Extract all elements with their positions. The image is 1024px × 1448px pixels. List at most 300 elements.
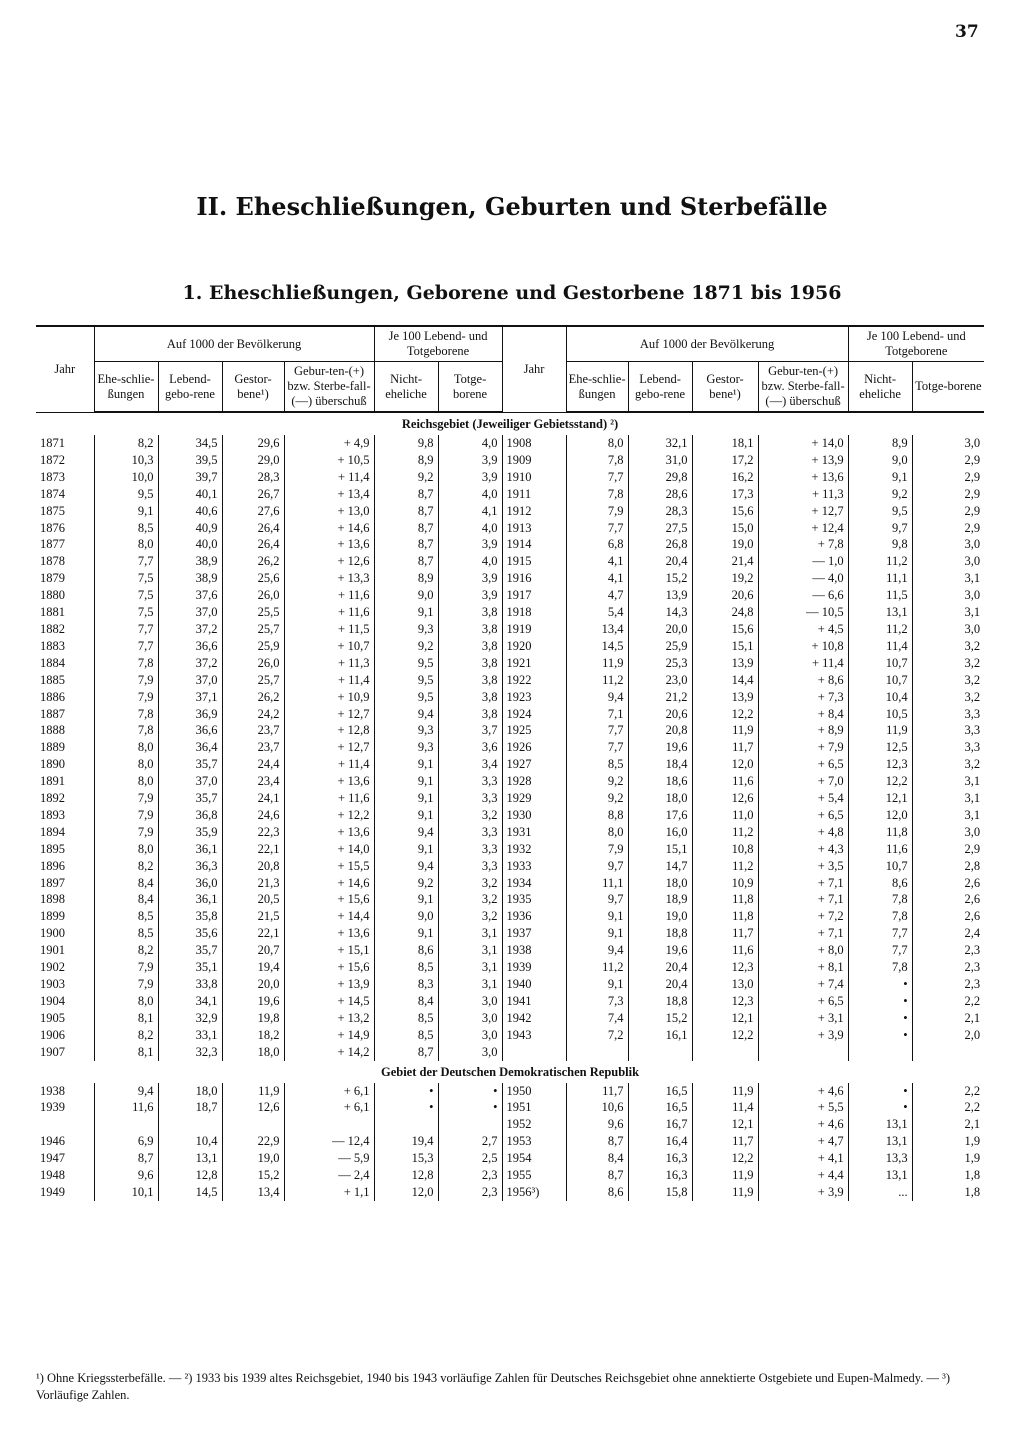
value-cell: 2,9	[964, 452, 981, 467]
value-cell: 18,6	[628, 773, 692, 790]
value-cell: 11,7	[692, 1133, 758, 1150]
value-cell: 2,9	[964, 469, 981, 484]
value-cell: + 12,6	[284, 553, 374, 570]
value-cell: 13,9	[628, 587, 692, 604]
value-cell: 3,1	[964, 774, 981, 789]
value-cell: + 11,5	[284, 621, 374, 638]
value-cell: + 10,9	[284, 689, 374, 706]
value-cell: 8,4	[374, 993, 438, 1010]
year-cell: 1913	[502, 520, 566, 537]
value-cell: 4,0	[438, 520, 502, 537]
value-cell: 10,0	[94, 469, 158, 486]
value-cell: 8,0	[94, 841, 158, 858]
table-row	[36, 520, 984, 537]
value-cell: 15,1	[692, 638, 758, 655]
year-cell: 1946	[36, 1133, 94, 1150]
value-cell: 11,2	[692, 824, 758, 841]
value-cell: 29,6	[222, 435, 284, 452]
value-cell: 8,5	[374, 1027, 438, 1044]
value-cell: 3,9	[438, 469, 502, 486]
table-row	[36, 976, 984, 993]
value-cell: + 6,5	[758, 756, 848, 773]
value-cell: + 13,6	[284, 536, 374, 553]
value-cell: •	[848, 1027, 912, 1044]
value-cell: — 12,4	[284, 1133, 374, 1150]
table-row	[36, 790, 984, 807]
value-cell: + 7,2	[758, 908, 848, 925]
value-cell: 7,7	[566, 722, 628, 739]
value-cell: 3,8	[438, 621, 502, 638]
value-cell	[758, 1044, 848, 1061]
value-cell	[284, 1116, 374, 1133]
value-cell: 2,3	[438, 1167, 502, 1184]
value-cell: 8,9	[848, 435, 912, 452]
value-cell: 7,2	[566, 1027, 628, 1044]
value-cell: 25,9	[628, 638, 692, 655]
value-cell: 13,1	[848, 1116, 912, 1133]
value-cell: 13,4	[566, 621, 628, 638]
value-cell: + 4,8	[758, 824, 848, 841]
value-cell: 7,9	[94, 689, 158, 706]
value-cell: 8,7	[374, 520, 438, 537]
value-cell: 3,0	[438, 993, 502, 1010]
table-row	[36, 604, 984, 621]
table-row	[36, 655, 984, 672]
value-cell: 9,2	[848, 486, 912, 503]
value-cell: 2,1	[964, 1117, 981, 1132]
value-cell: 24,1	[222, 790, 284, 807]
year-cell: 1937	[502, 925, 566, 942]
value-cell: 7,9	[94, 959, 158, 976]
value-cell: 3,8	[438, 655, 502, 672]
value-cell: 7,8	[94, 655, 158, 672]
year-cell: 1938	[502, 942, 566, 959]
section-title: II. Eheschließungen, Geburten und Sterbefälle	[196, 192, 828, 221]
year-cell: 1943	[502, 1027, 566, 1044]
value-cell: 23,4	[222, 773, 284, 790]
value-cell: 13,1	[848, 1167, 912, 1184]
year-cell: 1926	[502, 739, 566, 756]
value-cell: 8,4	[94, 891, 158, 908]
value-cell: 20,8	[628, 722, 692, 739]
value-cell: + 14,5	[284, 993, 374, 1010]
value-cell: 3,7	[438, 722, 502, 739]
value-cell: 12,2	[692, 1150, 758, 1167]
year-cell: 1878	[36, 553, 94, 570]
table-row	[36, 1027, 984, 1044]
value-cell: 11,9	[566, 655, 628, 672]
value-cell: 40,9	[158, 520, 222, 537]
value-cell: 8,0	[94, 536, 158, 553]
value-cell: 2,9	[964, 486, 981, 501]
value-cell: 12,2	[692, 706, 758, 723]
value-cell: 3,0	[438, 1027, 502, 1044]
statistics-table	[36, 325, 984, 1201]
value-cell: + 7,4	[758, 976, 848, 993]
value-cell: 27,5	[628, 520, 692, 537]
value-cell: 3,3	[438, 841, 502, 858]
value-cell: + 8,4	[758, 706, 848, 723]
value-cell: 19,8	[222, 1010, 284, 1027]
value-cell: + 7,1	[758, 875, 848, 892]
value-cell: + 4,7	[758, 1133, 848, 1150]
year-cell: 1940	[502, 976, 566, 993]
value-cell: 24,2	[222, 706, 284, 723]
group-header-per-1000-right: Auf 1000 der Bevölkerung	[566, 326, 848, 362]
value-cell: 28,6	[628, 486, 692, 503]
value-cell: 3,2	[964, 655, 981, 670]
value-cell: 37,2	[158, 655, 222, 672]
value-cell: ...	[848, 1184, 912, 1201]
year-cell: 1928	[502, 773, 566, 790]
value-cell: + 12,7	[284, 706, 374, 723]
year-cell: 1900	[36, 925, 94, 942]
value-cell: 4,7	[566, 587, 628, 604]
year-cell: 1915	[502, 553, 566, 570]
value-cell: 12,0	[692, 756, 758, 773]
col-header-deaths: Gestor-bene¹)	[692, 362, 758, 413]
value-cell: 18,7	[158, 1099, 222, 1116]
value-cell: + 12,7	[284, 739, 374, 756]
value-cell: 8,5	[374, 1010, 438, 1027]
value-cell: 8,2	[94, 1027, 158, 1044]
value-cell: 25,7	[222, 672, 284, 689]
value-cell: + 13,6	[284, 925, 374, 942]
value-cell: + 12,2	[284, 807, 374, 824]
value-cell: 9,1	[374, 841, 438, 858]
value-cell	[438, 1116, 502, 1133]
value-cell: 36,0	[158, 875, 222, 892]
value-cell: 29,0	[222, 452, 284, 469]
value-cell: + 14,4	[284, 908, 374, 925]
value-cell: 3,3	[964, 740, 981, 755]
value-cell: 10,9	[692, 875, 758, 892]
value-cell: 11,8	[692, 891, 758, 908]
value-cell: 36,1	[158, 891, 222, 908]
value-cell: 7,7	[566, 739, 628, 756]
col-header-deaths: Gestor-bene¹)	[222, 362, 284, 413]
value-cell: 13,9	[692, 689, 758, 706]
value-cell	[94, 1116, 158, 1133]
year-cell: 1948	[36, 1167, 94, 1184]
value-cell: 9,4	[374, 858, 438, 875]
value-cell: 6,8	[566, 536, 628, 553]
value-cell: 9,1	[374, 925, 438, 942]
value-cell: 12,2	[848, 773, 912, 790]
value-cell: 8,0	[94, 756, 158, 773]
value-cell: + 10,8	[758, 638, 848, 655]
value-cell: 9,5	[374, 672, 438, 689]
value-cell: 38,9	[158, 553, 222, 570]
value-cell: 9,0	[848, 452, 912, 469]
year-cell: 1954	[502, 1150, 566, 1167]
value-cell: + 11,4	[758, 655, 848, 672]
year-cell: 1922	[502, 672, 566, 689]
value-cell: + 14,0	[284, 841, 374, 858]
value-cell: + 13,9	[284, 976, 374, 993]
value-cell	[566, 1044, 628, 1061]
value-cell: 20,8	[222, 858, 284, 875]
page-number: 37	[955, 22, 979, 42]
value-cell: 32,3	[158, 1044, 222, 1061]
year-cell: 1919	[502, 621, 566, 638]
value-cell: 35,6	[158, 925, 222, 942]
value-cell: 2,6	[964, 892, 981, 907]
year-cell: 1875	[36, 503, 94, 520]
table-row	[36, 672, 984, 689]
table-row	[36, 993, 984, 1010]
year-cell: 1952	[502, 1116, 566, 1133]
col-header-natural-balance: Gebur-ten-(+) bzw. Sterbe-fall-(—) überschuß	[284, 362, 374, 413]
year-cell: 1935	[502, 891, 566, 908]
col-header-live-births: Lebend-gebo-rene	[628, 362, 692, 413]
value-cell: 38,9	[158, 570, 222, 587]
value-cell: + 7,3	[758, 689, 848, 706]
value-cell: •	[438, 1083, 502, 1100]
value-cell: — 10,5	[758, 604, 848, 621]
value-cell: 8,0	[566, 435, 628, 452]
value-cell: 8,2	[94, 858, 158, 875]
value-cell: 13,9	[692, 655, 758, 672]
value-cell: 3,2	[438, 891, 502, 908]
value-cell: 3,2	[964, 672, 981, 687]
value-cell: + 3,9	[758, 1184, 848, 1201]
value-cell: 10,6	[566, 1099, 628, 1116]
value-cell: 7,8	[566, 486, 628, 503]
value-cell: 12,3	[692, 993, 758, 1010]
value-cell: 26,2	[222, 553, 284, 570]
value-cell: 9,1	[94, 503, 158, 520]
table-row	[36, 1099, 984, 1116]
value-cell: + 13,6	[758, 469, 848, 486]
value-cell: 12,8	[158, 1167, 222, 1184]
value-cell: 9,1	[374, 891, 438, 908]
value-cell: 10,4	[848, 689, 912, 706]
value-cell	[628, 1044, 692, 1061]
value-cell: 25,3	[628, 655, 692, 672]
value-cell: 3,8	[438, 689, 502, 706]
value-cell: 7,8	[848, 908, 912, 925]
value-cell: 29,8	[628, 469, 692, 486]
value-cell: 18,0	[628, 875, 692, 892]
value-cell: 10,7	[848, 655, 912, 672]
year-cell	[502, 1044, 566, 1061]
col-header-jahr-left: Jahr	[36, 326, 94, 412]
value-cell: 7,9	[94, 976, 158, 993]
value-cell: 8,0	[94, 993, 158, 1010]
value-cell: 1,9	[964, 1151, 981, 1166]
value-cell: 9,2	[374, 469, 438, 486]
value-cell: 26,4	[222, 520, 284, 537]
value-cell: 14,5	[158, 1184, 222, 1201]
col-header-stillborn: Totge-borene	[438, 362, 502, 413]
value-cell: 2,2	[964, 993, 981, 1008]
value-cell: 18,9	[628, 891, 692, 908]
value-cell: 37,6	[158, 587, 222, 604]
year-cell: 1890	[36, 756, 94, 773]
value-cell: 18,1	[692, 435, 758, 452]
year-cell: 1953	[502, 1133, 566, 1150]
value-cell: 22,9	[222, 1133, 284, 1150]
col-header-illegitimate: Nicht-eheliche	[374, 362, 438, 413]
value-cell: 11,4	[848, 638, 912, 655]
value-cell: 9,8	[374, 435, 438, 452]
value-cell	[848, 1044, 912, 1061]
value-cell: 9,0	[374, 587, 438, 604]
value-cell: 35,7	[158, 756, 222, 773]
value-cell	[158, 1116, 222, 1133]
year-cell: 1918	[502, 604, 566, 621]
value-cell: 35,7	[158, 790, 222, 807]
value-cell: 9,2	[374, 638, 438, 655]
value-cell: 26,7	[222, 486, 284, 503]
region-heading-ddr: Gebiet der Deutschen Demokratischen Republik	[380, 1064, 640, 1079]
value-cell: + 4,5	[758, 621, 848, 638]
value-cell: + 3,5	[758, 858, 848, 875]
value-cell: 9,1	[566, 976, 628, 993]
value-cell: 36,4	[158, 739, 222, 756]
value-cell: 2,5	[438, 1150, 502, 1167]
value-cell: 36,1	[158, 841, 222, 858]
col-header-stillborn: Totge-borene	[912, 362, 984, 413]
value-cell: 11,9	[692, 722, 758, 739]
value-cell: 9,2	[374, 875, 438, 892]
value-cell: 8,1	[94, 1044, 158, 1061]
value-cell: 3,1	[964, 571, 981, 586]
group-header-per-1000-left: Auf 1000 der Bevölkerung	[94, 326, 374, 362]
value-cell: — 4,0	[758, 570, 848, 587]
value-cell: 19,4	[222, 959, 284, 976]
year-cell: 1897	[36, 875, 94, 892]
value-cell: 9,2	[566, 790, 628, 807]
table-row	[36, 891, 984, 908]
value-cell: 10,3	[94, 452, 158, 469]
value-cell: 11,6	[848, 841, 912, 858]
value-cell: 16,2	[692, 469, 758, 486]
value-cell: 2,0	[964, 1027, 981, 1042]
value-cell: 22,1	[222, 841, 284, 858]
value-cell: 2,9	[964, 503, 981, 518]
table-title: 1. Eheschließungen, Geborene und Gestorbene 1871 bis 1956	[182, 282, 842, 304]
year-cell: 1956³)	[502, 1184, 566, 1201]
value-cell: + 5,4	[758, 790, 848, 807]
table-row	[36, 536, 984, 553]
value-cell: 16,7	[628, 1116, 692, 1133]
value-cell: 2,6	[964, 909, 981, 924]
value-cell: + 14,2	[284, 1044, 374, 1061]
year-cell: 1911	[502, 486, 566, 503]
value-cell: + 8,0	[758, 942, 848, 959]
value-cell: 15,8	[628, 1184, 692, 1201]
year-cell: 1938	[36, 1083, 94, 1100]
table-row	[36, 689, 984, 706]
value-cell: + 4,1	[758, 1150, 848, 1167]
value-cell: 15,6	[692, 503, 758, 520]
col-header-natural-balance: Gebur-ten-(+) bzw. Sterbe-fall-(—) überschuß	[758, 362, 848, 413]
value-cell: 3,2	[964, 689, 981, 704]
value-cell: + 11,6	[284, 587, 374, 604]
value-cell: 20,0	[628, 621, 692, 638]
value-cell: 18,8	[628, 925, 692, 942]
value-cell: + 6,1	[284, 1083, 374, 1100]
value-cell: 8,0	[94, 773, 158, 790]
year-cell: 1896	[36, 858, 94, 875]
value-cell: 3,3	[438, 858, 502, 875]
value-cell: 2,9	[964, 520, 981, 535]
value-cell: 7,7	[94, 638, 158, 655]
value-cell: 3,1	[964, 807, 981, 822]
value-cell: 3,1	[964, 605, 981, 620]
table-row	[36, 570, 984, 587]
value-cell: + 8,6	[758, 672, 848, 689]
value-cell: + 15,6	[284, 959, 374, 976]
value-cell: 13,3	[848, 1150, 912, 1167]
value-cell: 9,0	[374, 908, 438, 925]
value-cell: + 14,9	[284, 1027, 374, 1044]
value-cell: 9,5	[374, 655, 438, 672]
value-cell: + 7,1	[758, 891, 848, 908]
year-cell: 1923	[502, 689, 566, 706]
value-cell: 11,7	[692, 739, 758, 756]
year-cell: 1889	[36, 739, 94, 756]
value-cell: 7,7	[94, 621, 158, 638]
year-cell: 1921	[502, 655, 566, 672]
value-cell: 2,2	[964, 1083, 981, 1098]
value-cell: 3,9	[438, 587, 502, 604]
value-cell: + 12,8	[284, 722, 374, 739]
value-cell: 20,5	[222, 891, 284, 908]
year-cell: 1880	[36, 587, 94, 604]
value-cell: 8,5	[566, 756, 628, 773]
year-cell: 1872	[36, 452, 94, 469]
value-cell: — 2,4	[284, 1167, 374, 1184]
value-cell: 21,2	[628, 689, 692, 706]
year-cell: 1886	[36, 689, 94, 706]
value-cell: + 8,1	[758, 959, 848, 976]
value-cell: + 13,6	[284, 773, 374, 790]
value-cell: 3,9	[438, 570, 502, 587]
value-cell: 35,9	[158, 824, 222, 841]
value-cell: 11,9	[692, 1184, 758, 1201]
value-cell: 39,5	[158, 452, 222, 469]
value-cell: + 11,3	[758, 486, 848, 503]
value-cell: 9,6	[566, 1116, 628, 1133]
value-cell: 22,1	[222, 925, 284, 942]
year-cell: 1929	[502, 790, 566, 807]
value-cell: 9,7	[566, 858, 628, 875]
value-cell: 3,0	[964, 824, 981, 839]
value-cell: 8,9	[374, 570, 438, 587]
year-cell: 1939	[502, 959, 566, 976]
value-cell: 37,2	[158, 621, 222, 638]
value-cell: 18,0	[222, 1044, 284, 1061]
value-cell: 36,8	[158, 807, 222, 824]
year-cell: 1947	[36, 1150, 94, 1167]
value-cell: 7,9	[566, 841, 628, 858]
value-cell: 11,2	[566, 672, 628, 689]
year-cell: 1895	[36, 841, 94, 858]
value-cell: 7,7	[848, 942, 912, 959]
value-cell: 3,3	[964, 706, 981, 721]
value-cell: 16,1	[628, 1027, 692, 1044]
value-cell: 7,5	[94, 604, 158, 621]
value-cell: 16,3	[628, 1167, 692, 1184]
value-cell: 9,6	[94, 1167, 158, 1184]
value-cell: 9,1	[374, 756, 438, 773]
year-cell: 1906	[36, 1027, 94, 1044]
value-cell: 12,1	[692, 1116, 758, 1133]
table-row	[36, 1116, 984, 1133]
